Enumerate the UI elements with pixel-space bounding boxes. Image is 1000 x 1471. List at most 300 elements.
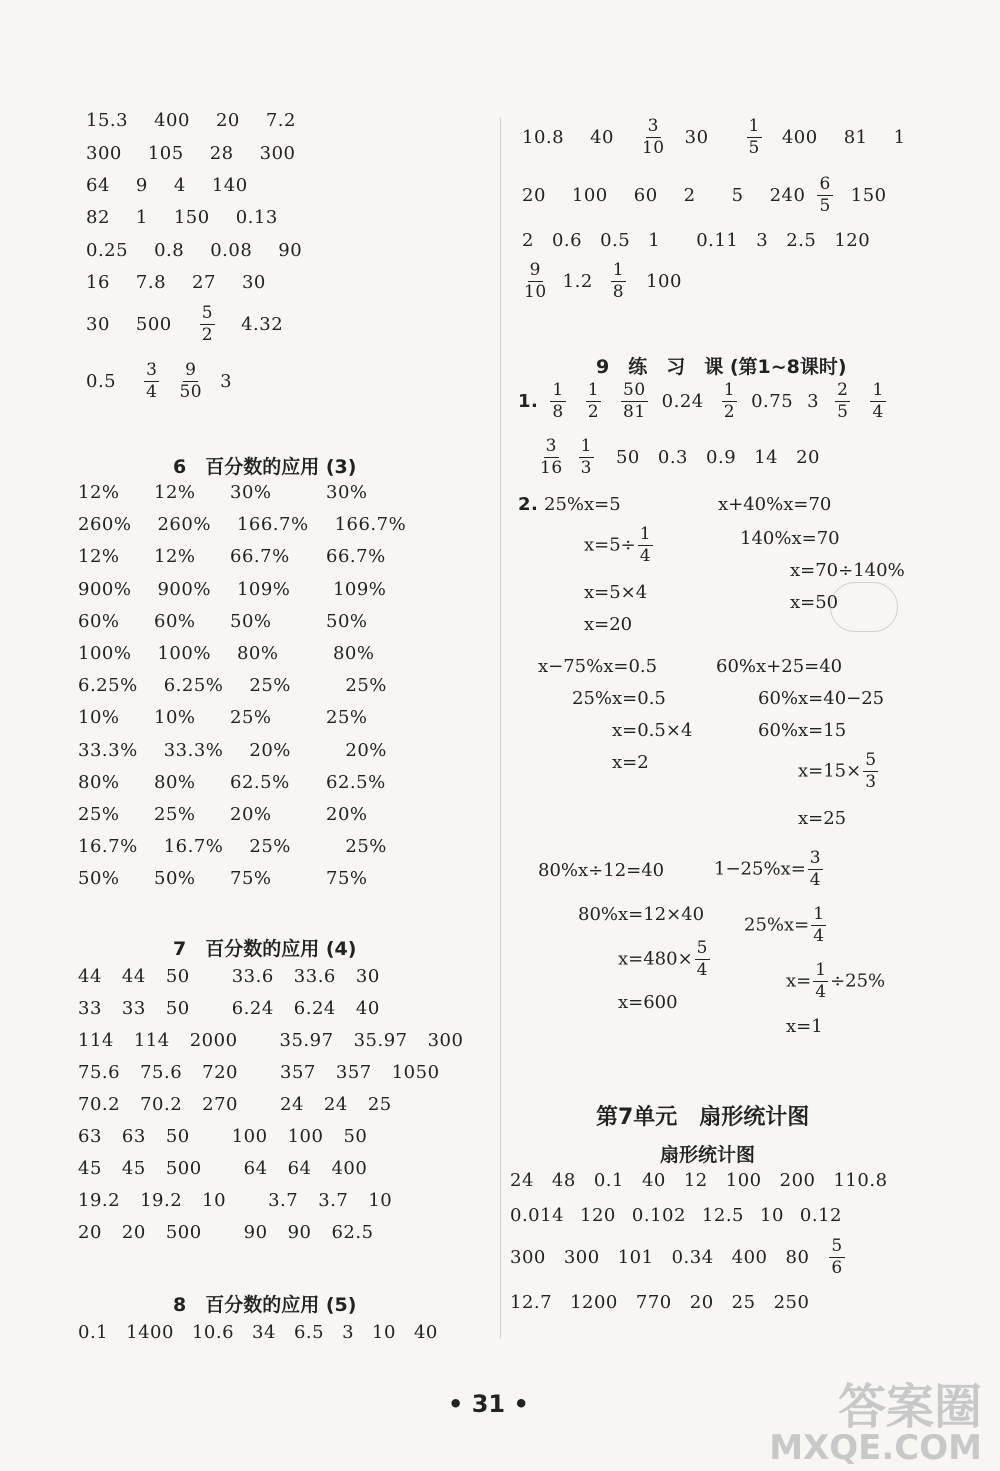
equation-line xyxy=(786,962,885,1001)
answer-row xyxy=(518,382,888,421)
value: 40 xyxy=(590,126,614,148)
value: 0.6 xyxy=(551,230,583,251)
value: 12.7 xyxy=(510,1292,553,1313)
value: 109% xyxy=(236,578,291,600)
value: 6.5 xyxy=(293,1322,325,1343)
fraction-denominator: 4 xyxy=(809,870,821,890)
fraction-numerator: 3 xyxy=(809,848,821,868)
value: 250 xyxy=(773,1292,810,1313)
value: 50 xyxy=(165,966,190,987)
equation-line: x=600 xyxy=(618,992,678,1013)
answer-row xyxy=(86,240,328,261)
value: 120 xyxy=(580,1205,616,1226)
value: 0.5 xyxy=(86,370,117,392)
fraction-denominator: 4 xyxy=(146,382,158,402)
value: 25% xyxy=(345,836,387,858)
fraction-denominator: 3 xyxy=(865,772,877,792)
answer-row xyxy=(78,579,412,600)
value: 20 xyxy=(121,1222,146,1243)
value: 25% xyxy=(230,707,272,729)
answer-row xyxy=(510,1205,858,1226)
value: 150 xyxy=(850,184,887,206)
value: 120 xyxy=(834,230,871,251)
answer-row xyxy=(78,1094,412,1115)
value: 25% xyxy=(78,804,120,825)
value: 10 xyxy=(368,1190,393,1211)
fraction-numerator: 5 xyxy=(865,750,877,770)
value: 105 xyxy=(147,143,184,164)
value: 63 xyxy=(121,1126,146,1147)
value: 20% xyxy=(326,804,368,825)
value: 14 xyxy=(754,446,779,468)
value: 50 xyxy=(615,446,640,468)
value: 70.2 xyxy=(140,1094,183,1115)
fraction xyxy=(642,118,665,157)
fraction xyxy=(835,382,850,421)
value: 33.3% xyxy=(78,739,138,761)
answer-row xyxy=(78,772,412,793)
equation-line: x=25 xyxy=(798,808,847,829)
value: 3 xyxy=(220,370,233,392)
fraction-denominator: 3 xyxy=(580,458,592,478)
answer-row xyxy=(86,110,322,131)
value: 0.014 xyxy=(510,1205,565,1226)
equation-text: x=15× xyxy=(798,760,862,782)
value: 300 xyxy=(510,1246,546,1268)
answer-row xyxy=(522,230,888,251)
value: 50% xyxy=(78,868,120,890)
answer-row xyxy=(78,1030,483,1051)
value: 12.5 xyxy=(701,1205,744,1226)
value: 0.102 xyxy=(631,1205,686,1226)
value: 114 xyxy=(78,1030,114,1051)
equation-line: x=0.5×4 xyxy=(612,720,693,741)
value: 33 xyxy=(78,998,102,1019)
section-8-title: 8 百分数的应用 (5) xyxy=(173,1294,357,1316)
answer-row xyxy=(510,1292,827,1313)
value: 0.1 xyxy=(78,1322,109,1343)
value: 24 xyxy=(510,1170,534,1191)
value: 45 xyxy=(78,1158,102,1179)
value: 33.6 xyxy=(293,966,336,987)
value: 50% xyxy=(326,610,368,632)
value: 50 xyxy=(343,1126,368,1147)
section-7-title: 7 百分数的应用 (4) xyxy=(173,938,357,960)
answer-row xyxy=(522,176,913,215)
equation-line xyxy=(798,752,880,791)
fraction xyxy=(695,940,710,979)
value: 400 xyxy=(731,1246,768,1268)
value: 6.24 xyxy=(231,998,274,1019)
answer-row xyxy=(78,740,421,761)
answer-row xyxy=(78,998,400,1019)
value: 140 xyxy=(211,175,248,196)
fraction xyxy=(811,906,826,945)
fraction-numerator: 2 xyxy=(837,380,849,400)
value: 0.1 xyxy=(593,1170,624,1191)
fraction-denominator: 8 xyxy=(552,402,564,422)
stamp-mark xyxy=(830,582,898,632)
fraction-numerator: 5 xyxy=(201,303,214,323)
value: 50 xyxy=(165,1126,190,1147)
value: 20% xyxy=(345,739,387,761)
answer-row xyxy=(78,868,402,889)
equation-text: 1−25%x= xyxy=(714,858,806,880)
answer-row xyxy=(78,611,402,632)
value: 19.2 xyxy=(78,1190,121,1211)
fraction-numerator: 6 xyxy=(819,174,831,194)
equation-text: x= xyxy=(786,970,812,992)
value: 6.25% xyxy=(78,675,138,697)
value: 75.6 xyxy=(140,1062,183,1083)
fraction-denominator: 5 xyxy=(748,138,760,158)
answer-row xyxy=(86,362,258,401)
value: 25% xyxy=(154,804,196,825)
value: 2 xyxy=(683,184,696,206)
answer-row xyxy=(86,175,274,196)
fraction-numerator: 3 xyxy=(545,436,557,456)
value: 0.12 xyxy=(799,1205,842,1226)
value: 770 xyxy=(635,1292,672,1313)
fraction-denominator: 10 xyxy=(524,282,547,302)
value: 62.5 xyxy=(331,1222,374,1243)
value: 101 xyxy=(617,1246,654,1268)
value: 10% xyxy=(78,707,120,729)
value: 60% xyxy=(154,610,196,632)
value: 75% xyxy=(326,868,368,890)
value: 6.24 xyxy=(293,998,336,1019)
value: 50% xyxy=(154,868,196,890)
fraction-numerator: 1 xyxy=(580,436,592,456)
watermark-logo xyxy=(769,1379,982,1468)
value: 0.75 xyxy=(751,390,794,412)
value: 16 xyxy=(86,272,110,293)
value: 2 xyxy=(522,230,534,251)
fraction xyxy=(524,262,547,301)
fraction-denominator: 4 xyxy=(639,546,651,566)
value: 400 xyxy=(781,126,818,148)
fraction xyxy=(870,382,885,421)
value: 12% xyxy=(78,546,120,568)
fraction xyxy=(829,1238,844,1277)
value: 75.6 xyxy=(78,1062,121,1083)
value: 62.5% xyxy=(326,771,386,793)
value: 20% xyxy=(249,739,291,761)
equation-line: x=20 xyxy=(584,614,633,635)
value: 12% xyxy=(154,482,196,503)
equation-line xyxy=(744,906,828,945)
watermark-bottom: MXQE.COM xyxy=(769,1428,982,1468)
equation-text: x=5÷ xyxy=(584,534,636,556)
value: 40 xyxy=(355,998,380,1019)
fraction xyxy=(817,176,832,215)
value: 33.3% xyxy=(163,739,224,761)
fraction-denominator: 16 xyxy=(540,458,563,478)
value: 1050 xyxy=(391,1062,440,1083)
answer-row xyxy=(78,1322,456,1343)
value: 35.97 xyxy=(353,1030,408,1051)
value: 3 xyxy=(342,1322,355,1343)
fraction xyxy=(200,305,215,344)
section-9-title: 9 练 习 课 (第1~8课时) xyxy=(596,356,847,378)
equation-line: x+40%x=70 xyxy=(718,494,832,515)
answer-row xyxy=(78,1222,394,1243)
column-divider xyxy=(500,118,501,1338)
fraction xyxy=(144,362,159,401)
value: 30 xyxy=(86,313,110,335)
value: 15.3 xyxy=(86,110,129,131)
equation-line: 60%x=15 xyxy=(758,720,847,741)
value: 20 xyxy=(522,184,546,206)
fraction-denominator: 5 xyxy=(837,402,849,422)
value: 400 xyxy=(154,110,190,131)
value: 30 xyxy=(241,272,266,293)
value: 44 xyxy=(78,966,102,987)
value: 25 xyxy=(731,1292,756,1313)
value: 300 xyxy=(427,1030,464,1051)
value: 27 xyxy=(192,272,216,293)
value: 6.25% xyxy=(163,675,224,697)
value: 35.97 xyxy=(279,1030,334,1051)
fraction xyxy=(611,262,626,301)
value: 0.08 xyxy=(210,240,253,261)
value: 48 xyxy=(551,1170,576,1191)
answer-row xyxy=(78,1126,387,1147)
value: 25 xyxy=(367,1094,392,1115)
answer-row xyxy=(78,514,432,535)
value: 100 xyxy=(571,184,608,206)
value: 33.6 xyxy=(231,966,274,987)
fraction-denominator: 2 xyxy=(587,402,600,422)
value: 80% xyxy=(78,771,120,793)
value: 30% xyxy=(230,482,272,503)
equation-line: 60%x+25=40 xyxy=(716,656,843,677)
value: 100 xyxy=(725,1170,762,1191)
value: 400 xyxy=(331,1158,368,1179)
value: 12% xyxy=(154,546,196,568)
value: 0.3 xyxy=(657,446,689,468)
answer-row xyxy=(78,1158,387,1179)
value: 20 xyxy=(796,446,820,468)
value: 357 xyxy=(335,1062,372,1083)
value: 166.7% xyxy=(334,514,407,536)
value: 60 xyxy=(633,184,658,206)
value: 81 xyxy=(843,126,868,148)
value: 80% xyxy=(332,643,375,664)
fraction-numerator: 1 xyxy=(639,524,651,544)
value: 4.32 xyxy=(241,313,284,335)
value: 3.7 xyxy=(318,1190,349,1211)
answer-row xyxy=(538,438,838,477)
answer-row xyxy=(78,482,402,503)
value: 34 xyxy=(252,1322,276,1343)
value: 82 xyxy=(86,207,110,228)
value: 0.11 xyxy=(696,230,739,251)
value: 90 xyxy=(287,1222,312,1243)
equation-line xyxy=(584,526,655,565)
value: 28 xyxy=(209,143,234,164)
value: 63 xyxy=(78,1126,102,1147)
page-number: • 31 • xyxy=(448,1390,529,1418)
value: 75% xyxy=(230,868,272,890)
value: 114 xyxy=(133,1030,170,1051)
value: 10% xyxy=(154,707,196,729)
answer-row xyxy=(78,675,421,696)
fraction-numerator: 1 xyxy=(587,380,600,400)
value: 357 xyxy=(280,1062,316,1083)
value: 1 xyxy=(893,126,906,148)
fraction-numerator: 1 xyxy=(813,904,825,924)
value: 25% xyxy=(249,836,291,858)
value: 60% xyxy=(78,610,120,632)
fraction-denominator: 81 xyxy=(623,402,646,422)
answer-row xyxy=(86,143,321,164)
value: 300 xyxy=(563,1246,600,1268)
value: 1200 xyxy=(570,1292,618,1313)
value: 44 xyxy=(121,966,146,987)
answer-row xyxy=(78,804,402,825)
value: 100% xyxy=(157,643,211,664)
value: 30 xyxy=(684,126,709,148)
value: 9 xyxy=(135,175,148,196)
value: 24 xyxy=(280,1094,304,1115)
fraction xyxy=(550,382,565,421)
value: 2000 xyxy=(189,1030,238,1051)
value: 10 xyxy=(202,1190,227,1211)
answer-row xyxy=(78,836,421,857)
fraction-numerator: 1 xyxy=(748,116,760,136)
value: 109% xyxy=(332,578,387,600)
fraction-numerator: 5 xyxy=(831,1236,843,1256)
value: 62.5% xyxy=(230,771,290,793)
answer-row xyxy=(78,707,402,728)
value: 100% xyxy=(78,643,132,664)
fraction xyxy=(863,752,878,791)
value: 66.7% xyxy=(230,546,290,568)
fraction-numerator: 1 xyxy=(815,960,827,980)
fraction-denominator: 5 xyxy=(819,196,831,216)
value: 12% xyxy=(78,482,120,503)
value: 900% xyxy=(157,578,211,600)
value: 25% xyxy=(345,675,387,697)
equation-line xyxy=(714,850,825,889)
fraction-numerator: 1 xyxy=(723,380,736,400)
value: 4 xyxy=(173,175,186,196)
equation-line: 25%x=5 xyxy=(544,494,621,515)
value: 80 xyxy=(785,1246,810,1268)
equation-text: 25%x= xyxy=(744,914,810,936)
value: 80% xyxy=(154,771,196,793)
value: 10.6 xyxy=(191,1322,235,1343)
value: 500 xyxy=(135,313,172,335)
value: 40 xyxy=(413,1322,438,1343)
value: 1.2 xyxy=(562,270,593,292)
answer-row xyxy=(86,272,292,293)
answer-row xyxy=(510,1170,906,1191)
fraction xyxy=(813,962,828,1001)
value: 900% xyxy=(78,578,132,600)
value: 64 xyxy=(287,1158,312,1179)
equation-line: x=2 xyxy=(612,752,649,773)
value: 66.7% xyxy=(326,546,386,568)
fraction xyxy=(179,362,202,401)
equation-line: 80%x÷12=40 xyxy=(538,860,665,881)
value: 19.2 xyxy=(140,1190,183,1211)
watermark-top: 答案圈 xyxy=(837,1379,982,1435)
value: 0.34 xyxy=(671,1246,714,1268)
value: 100 xyxy=(646,270,682,292)
value: 2.5 xyxy=(786,230,817,251)
fraction xyxy=(579,438,594,477)
answer-row xyxy=(78,643,409,664)
value: 720 xyxy=(202,1062,239,1083)
fraction-numerator: 9 xyxy=(185,360,197,380)
fraction-numerator: 1 xyxy=(872,380,884,400)
equation-line: x=70÷140% xyxy=(790,560,905,581)
fraction-numerator: 1 xyxy=(552,380,564,400)
value: 20% xyxy=(230,804,272,825)
answer-row xyxy=(78,1062,460,1083)
value: 166.7% xyxy=(236,514,309,536)
value: 110.8 xyxy=(833,1170,888,1191)
answer-row xyxy=(78,966,400,987)
fraction xyxy=(638,526,653,565)
fraction xyxy=(747,118,762,157)
value: 20 xyxy=(689,1292,714,1313)
fraction-denominator: 4 xyxy=(815,982,827,1002)
equation-line: 60%x=40−25 xyxy=(758,688,885,709)
fraction-denominator: 4 xyxy=(813,926,825,946)
equation-line: 140%x=70 xyxy=(740,528,840,549)
answer-row xyxy=(510,1238,847,1277)
answer-row xyxy=(78,546,412,567)
fraction-denominator: 2 xyxy=(201,325,214,345)
value: 1 xyxy=(648,230,661,251)
value: 1400 xyxy=(126,1322,174,1343)
value: 0.8 xyxy=(154,240,185,261)
equation-line: 80%x=12×40 xyxy=(578,904,705,925)
value: 100 xyxy=(231,1126,268,1147)
subsection-title: 扇形统计图 xyxy=(660,1144,756,1166)
answer-row xyxy=(86,207,304,228)
value: 90 xyxy=(278,240,303,261)
value: 100 xyxy=(287,1126,324,1147)
answer-row xyxy=(522,262,708,301)
value: 260% xyxy=(157,514,211,536)
question-1-label: 1. xyxy=(518,390,539,412)
value: 80% xyxy=(236,643,279,664)
fraction-denominator: 4 xyxy=(696,960,708,980)
fraction-denominator: 10 xyxy=(641,138,665,158)
value: 30% xyxy=(326,482,368,503)
equation-line: x=5×4 xyxy=(584,582,648,603)
value: 45 xyxy=(121,1158,146,1179)
equation-text: ÷25% xyxy=(830,970,886,992)
value: 1 xyxy=(135,207,148,228)
fraction-denominator: 8 xyxy=(612,282,625,302)
question-2-label: 2. xyxy=(518,494,539,515)
value: 3.7 xyxy=(268,1190,299,1211)
fraction xyxy=(586,382,601,421)
answer-row xyxy=(522,118,932,157)
value: 24 xyxy=(323,1094,348,1115)
unit-7-title: 第7单元 扇形统计图 xyxy=(596,1105,810,1130)
fraction-denominator: 50 xyxy=(179,382,203,402)
value: 0.5 xyxy=(600,230,631,251)
fraction xyxy=(808,850,823,889)
fraction-numerator: 3 xyxy=(647,116,659,136)
equation-line: 25%x=0.5 xyxy=(572,688,666,709)
